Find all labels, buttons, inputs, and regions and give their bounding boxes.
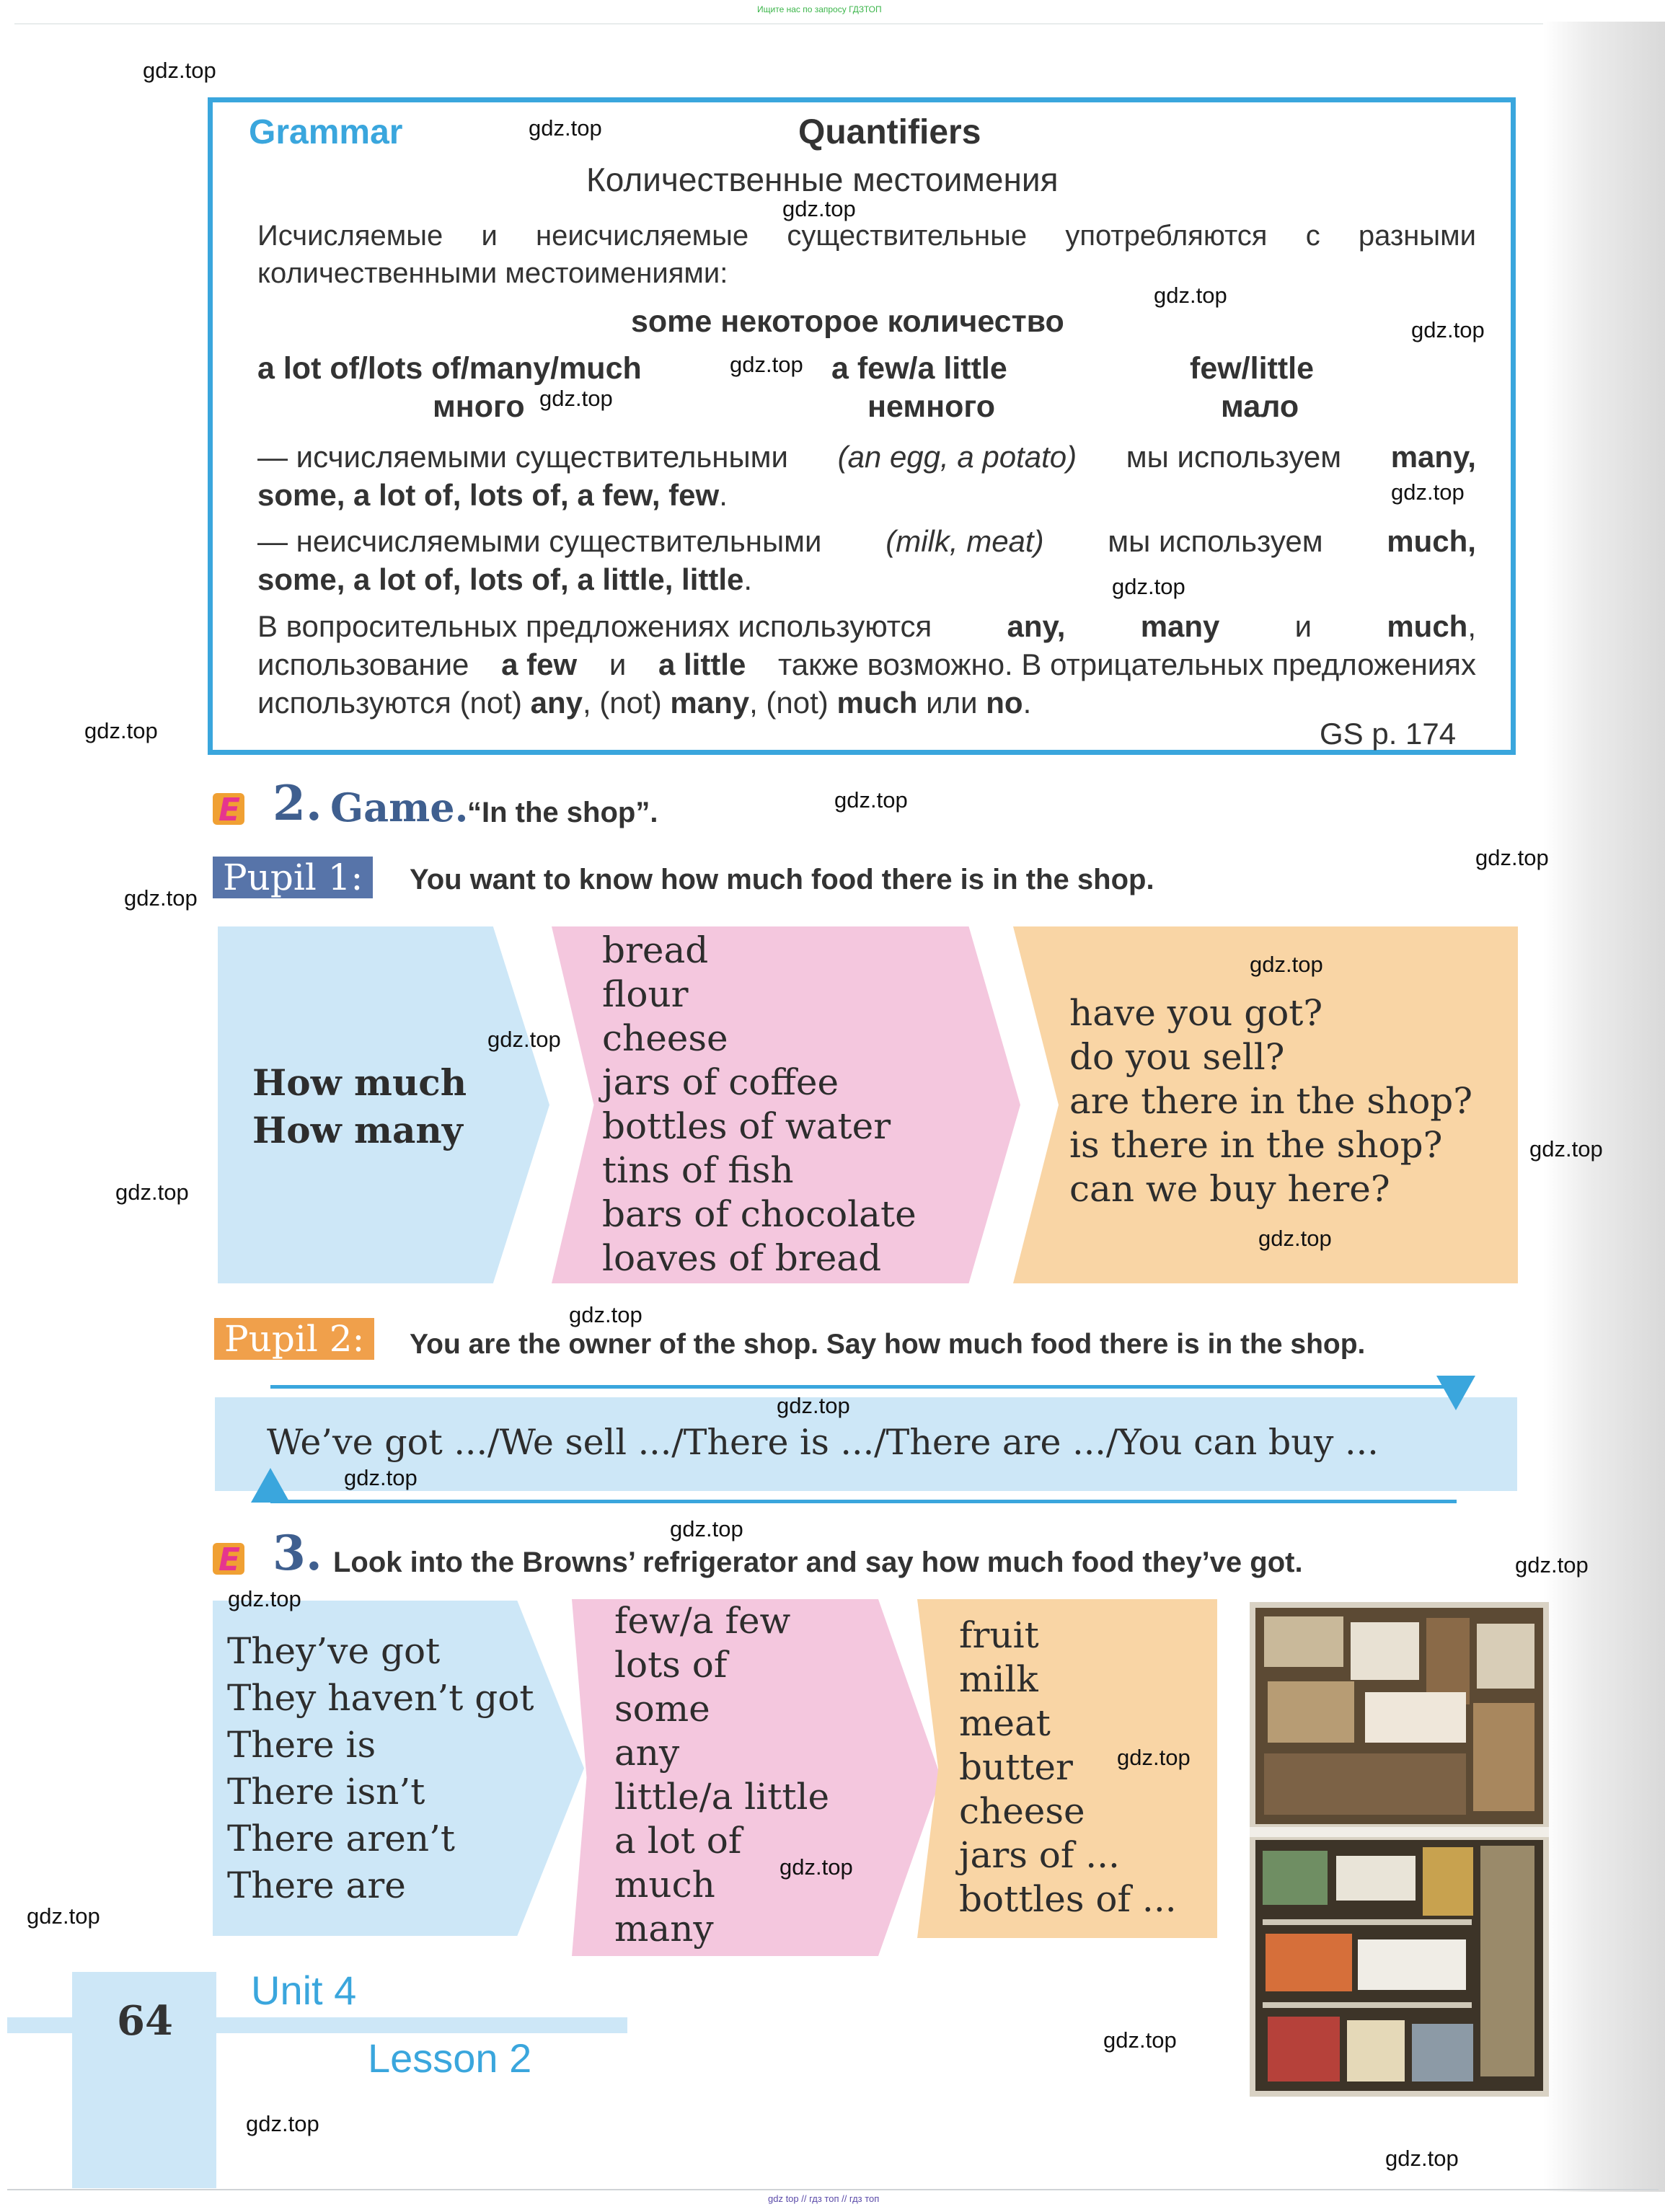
list-item: a lot of <box>614 1820 742 1862</box>
watermark: gdz.top <box>777 1393 850 1418</box>
list-item: jars of ... <box>959 1834 1120 1876</box>
list-item: cheese <box>959 1790 1085 1832</box>
watermark: gdz.top <box>1391 479 1465 505</box>
grammar-negatives-line <box>257 686 1031 720</box>
list-item: do you sell? <box>1069 1036 1285 1078</box>
grammar-uncountable-line-2 <box>257 562 752 597</box>
grammar-col3-translation: мало <box>1221 389 1299 424</box>
watermark: gdz.top <box>1103 2027 1177 2053</box>
grammar-col1: a lot of/lots of/many/much <box>257 351 642 386</box>
refrigerator-photo <box>1250 1602 1549 2097</box>
watermark: gdz.top <box>344 1465 418 1490</box>
list-item: fruit <box>959 1614 1039 1656</box>
exercise-3-number: 3. <box>273 1525 322 1581</box>
countable-text: — исчисляемыми существительными <box>257 440 788 474</box>
watermark: gdz.top <box>124 885 198 911</box>
list-item: milk <box>959 1658 1038 1700</box>
food-items-list <box>602 929 917 1280</box>
watermark: gdz.top <box>84 718 158 743</box>
grammar-box <box>208 97 1516 755</box>
unit-label: Unit 4 <box>251 1968 357 2013</box>
banner-right-arrowhead <box>1436 1376 1475 1410</box>
unit-footer-bar <box>7 2017 627 2033</box>
neg-any: any <box>530 686 583 720</box>
grammar-title: Quantifiers <box>798 113 981 151</box>
watermark: gdz.top <box>115 1180 189 1205</box>
list-item: butter <box>959 1746 1073 1788</box>
list-item: is there in the shop? <box>1069 1124 1443 1166</box>
lesson-label: Lesson 2 <box>368 2035 532 2081</box>
grammar-reference: GS p. 174 <box>1320 717 1457 751</box>
exercise-2-icon <box>213 793 244 825</box>
list-item: jars of coffee <box>602 1061 839 1103</box>
watermark: gdz.top <box>1117 1745 1191 1770</box>
banner-top-rule <box>270 1385 1457 1389</box>
list-item: flour <box>602 973 689 1015</box>
list-item: much <box>614 1864 715 1906</box>
watermark: gdz.top <box>1112 574 1185 599</box>
grammar-questions-line-2 <box>257 647 1476 682</box>
exercise-2-subtitle: “In the shop”. <box>467 797 658 828</box>
neg-many: many <box>670 686 750 720</box>
watermark: gdz.top <box>569 1302 642 1327</box>
grammar-col1-translation: много <box>433 389 525 424</box>
questions-text: В вопросительных предложениях используются <box>257 609 932 643</box>
watermark: gdz.top <box>27 1903 100 1929</box>
neg-no: no <box>986 686 1023 720</box>
usage-negative-text: также возможно. В отрицательных предложениях <box>778 647 1476 681</box>
page-number: 64 <box>117 1997 173 2045</box>
exercise-3-instruction: Look into the Browns’ refrigerator and say how much food they’ve got. <box>333 1547 1303 1578</box>
subject-verb-list <box>227 1628 534 1909</box>
pupil-2-tag: Pupil 2: <box>214 1318 374 1360</box>
header-note: Ищите нас по запросу ГДЗТОП <box>757 4 882 14</box>
list-item: loaves of bread <box>602 1237 882 1279</box>
question-endings-list <box>1069 991 1472 1211</box>
list-item: few/a few <box>614 1600 791 1642</box>
usage-and: и <box>609 647 627 681</box>
grammar-intro-line-1: Исчисляемые и неисчисляемые существительные употребляются с разными <box>257 220 1476 252</box>
list-item: cheese <box>602 1017 728 1059</box>
grammar-questions-line-1 <box>257 609 1476 644</box>
watermark: gdz.top <box>1411 317 1485 342</box>
answer-phrases: We’ve got .../We sell .../There is .../There are .../You can buy ... <box>267 1422 1379 1463</box>
page-top-rule <box>14 23 1543 25</box>
page-bottom-rule <box>7 2189 1659 2190</box>
watermark: gdz.top <box>143 58 216 83</box>
list-item: There is <box>227 1724 376 1766</box>
uncountable-much: much, <box>1387 524 1476 558</box>
list-item: meat <box>959 1702 1051 1744</box>
list-item: How much <box>252 1061 467 1104</box>
list-item: bottles of ... <box>959 1878 1177 1920</box>
questions-and: и <box>1294 609 1312 643</box>
list-item: have you got? <box>1069 992 1323 1034</box>
watermark: gdz.top <box>529 115 602 141</box>
watermark: gdz.top <box>834 787 908 813</box>
footer-note: gdz top // гдз топ // гдз топ <box>768 2193 880 2204</box>
uncountable-text: — неисчисляемыми существительными <box>257 524 822 558</box>
grammar-some-line: some некоторое количество <box>631 304 1064 339</box>
watermark: gdz.top <box>1515 1552 1589 1578</box>
list-item: lots of <box>614 1644 728 1686</box>
grammar-col3: few/little <box>1190 351 1315 386</box>
list-item: How many <box>252 1109 463 1151</box>
neg-not-2: , (not) <box>749 686 829 720</box>
pupil-1-tag: Pupil 1: <box>213 857 373 898</box>
watermark: gdz.top <box>782 196 856 221</box>
usage-a-little: a little <box>658 647 746 681</box>
watermark: gdz.top <box>539 386 613 411</box>
neg-or: или <box>926 686 978 720</box>
pupil-2-instruction: You are the owner of the shop. Say how much food there is in the shop. <box>410 1329 1366 1360</box>
quantifiers-list <box>614 1599 829 1951</box>
list-item: many <box>614 1908 714 1950</box>
watermark: gdz.top <box>1475 845 1549 870</box>
list-item: There are <box>227 1864 406 1906</box>
watermark: gdz.top <box>1529 1136 1603 1162</box>
countable-many: many, <box>1390 440 1476 474</box>
list-item: little/a little <box>614 1776 830 1818</box>
list-item: They haven’t got <box>227 1677 534 1719</box>
neg-text: используются (not) <box>257 686 522 720</box>
grammar-col2-translation: немного <box>867 389 995 424</box>
list-item: bread <box>602 929 709 971</box>
countable-examples: (an egg, a potato) <box>837 440 1077 474</box>
watermark: gdz.top <box>1258 1226 1332 1251</box>
grammar-intro-line-2: количественными местоимениями: <box>257 257 728 289</box>
list-item: bars of chocolate <box>602 1193 917 1235</box>
watermark: gdz.top <box>1250 952 1323 977</box>
list-item: There aren’t <box>227 1818 456 1859</box>
watermark: gdz.top <box>487 1027 561 1052</box>
exercise-2-number: 2. <box>273 775 322 831</box>
uncountable-we-use: мы используем <box>1108 524 1323 558</box>
list-item: can we buy here? <box>1069 1168 1390 1210</box>
uncountable-examples: (milk, meat) <box>886 524 1044 558</box>
questions-comma: , <box>1467 609 1476 643</box>
list-item: are there in the shop? <box>1069 1080 1473 1122</box>
list-item: There isn’t <box>227 1771 425 1813</box>
list-item: bottles of water <box>602 1105 891 1147</box>
questions-much: much <box>1387 609 1468 643</box>
grammar-countable-line-2 <box>257 478 728 513</box>
usage-a-few: a few <box>501 647 578 681</box>
watermark: gdz.top <box>779 1854 853 1880</box>
questions-many: many <box>1140 609 1220 643</box>
question-starters-list <box>252 1059 467 1154</box>
grammar-subtitle: Количественные местоимения <box>586 161 1059 198</box>
countable-period: . <box>719 478 728 512</box>
exercise-2-title: Game. <box>330 784 469 831</box>
pupil-1-instruction: You want to know how much food there is in the shop. <box>410 864 1154 895</box>
page-gutter-shadow <box>1543 22 1665 2192</box>
grammar-label: Grammar <box>249 113 403 151</box>
grammar-uncountable-line-1 <box>257 524 1476 559</box>
grammar-countable-line-1 <box>257 440 1476 474</box>
neg-period: . <box>1023 686 1032 720</box>
neg-much: much <box>836 686 918 720</box>
list-item: any <box>614 1732 680 1774</box>
list-item: tins of fish <box>602 1149 794 1191</box>
watermark: gdz.top <box>1154 283 1227 308</box>
watermark: gdz.top <box>670 1516 743 1541</box>
watermark: gdz.top <box>1385 2146 1459 2171</box>
watermark: gdz.top <box>730 352 803 377</box>
watermark: gdz.top <box>246 2111 319 2136</box>
list-item: They’ve got <box>227 1630 441 1672</box>
exercise-3-icon <box>213 1543 244 1575</box>
countable-quantifiers: some, a lot of, lots of, a few, few <box>257 478 720 512</box>
usage-text: использование <box>257 647 469 681</box>
watermark: gdz.top <box>228 1586 301 1611</box>
questions-any: any, <box>1007 609 1066 643</box>
banner-bottom-rule <box>270 1500 1457 1503</box>
countable-we-use: мы используем <box>1126 440 1342 474</box>
uncountable-quantifiers: some, a lot of, lots of, a little, little <box>257 562 744 596</box>
neg-not-1: , (not) <box>582 686 662 720</box>
banner-left-arrowhead <box>251 1468 290 1503</box>
grammar-col2: a few/a little <box>831 351 1007 386</box>
uncountable-period: . <box>743 562 753 596</box>
list-item: some <box>614 1688 710 1730</box>
